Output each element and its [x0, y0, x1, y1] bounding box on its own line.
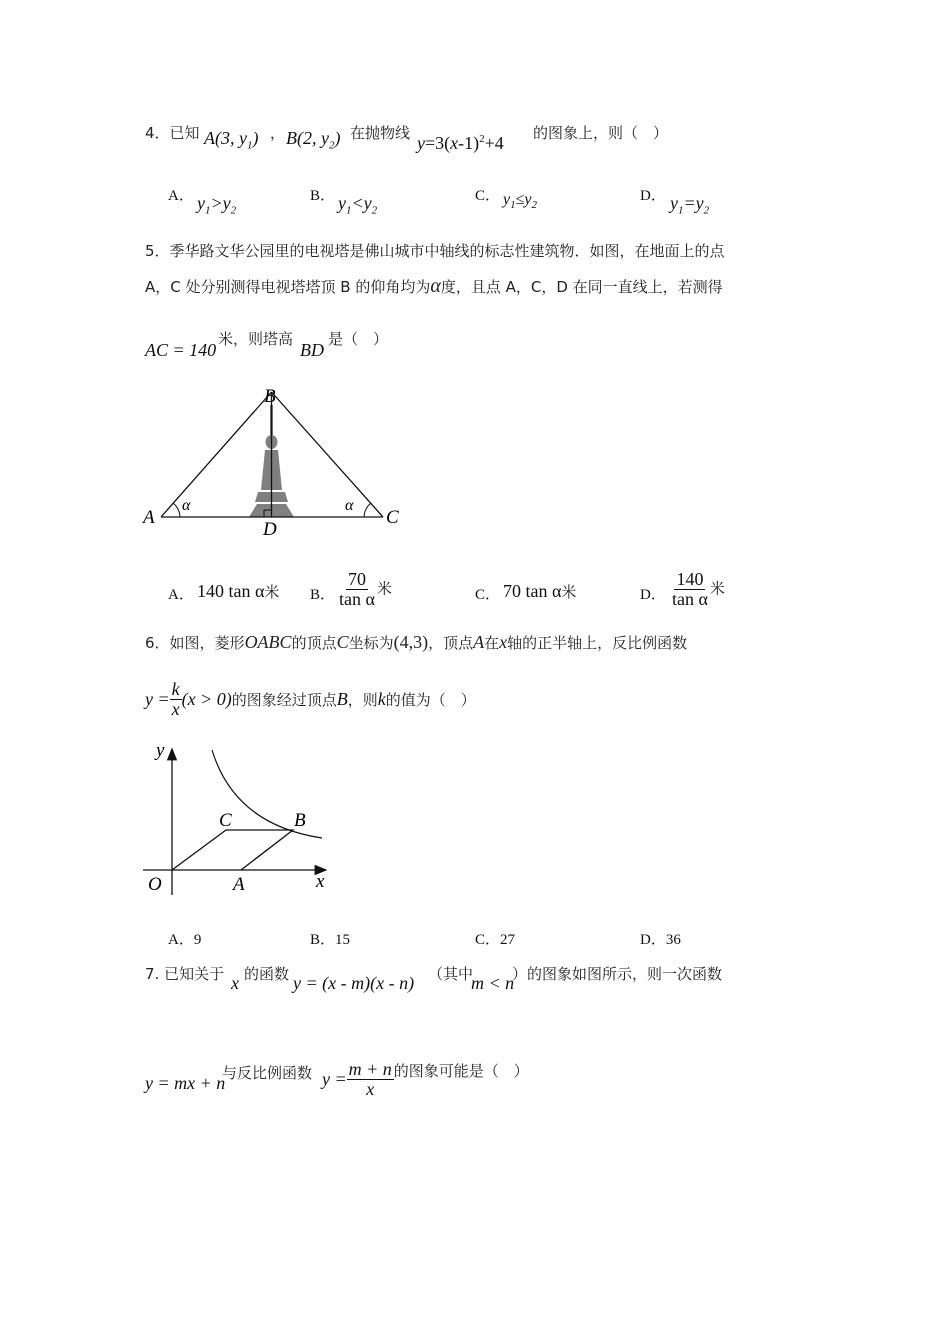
label-y: y — [156, 740, 165, 761]
label-b: B — [294, 810, 306, 831]
q4-text-3: 的图象上，则（ ） — [533, 124, 669, 142]
q4-text: 已知 — [169, 124, 200, 142]
label-c: C — [219, 810, 232, 831]
q6-option-a-text: 9 — [193, 932, 202, 948]
q6-option-b[interactable] — [310, 928, 350, 949]
q6-number: 6． — [145, 634, 170, 652]
q7-den: x — [366, 1078, 375, 1099]
q6-b: B — [336, 688, 348, 709]
label-x: x — [316, 871, 325, 892]
q5-line1 — [145, 240, 725, 261]
q5-option-c-text: 70 tan α — [503, 581, 562, 601]
q5-option-a-text: 140 tan α — [197, 581, 265, 601]
q4-option-c-label[interactable]: C． — [475, 188, 501, 204]
q6-a: A — [473, 632, 485, 652]
q6-t1: 如图，菱形 — [169, 634, 245, 652]
q6-coord: (4,3) — [393, 632, 429, 652]
q6-rhombus-figure — [140, 735, 340, 905]
q6-line2 — [145, 680, 476, 719]
q6-option-d-label: D． — [640, 932, 666, 948]
label-alpha-left: α — [182, 497, 191, 514]
q6-option-a[interactable] — [168, 928, 201, 949]
q5-bd: BD — [300, 340, 324, 360]
q6-t8: ，则 — [347, 690, 378, 709]
q6-domain: (x > 0) — [181, 688, 232, 709]
q5-line2-a: A，C 处分别测得电视塔塔顶 B 的仰角均为 — [145, 278, 431, 296]
label-c: C — [386, 507, 399, 528]
q6-option-d-text: 36 — [665, 932, 681, 948]
q4-option-b-label[interactable]: B． — [310, 188, 336, 204]
q5-tower-figure — [140, 380, 420, 545]
q6-t4: ，顶点 — [428, 634, 474, 652]
q4-number: 4． — [145, 124, 170, 142]
q4-option-c[interactable]: $y_1\le y_2$ — [503, 191, 537, 212]
q6-k: k — [377, 688, 386, 709]
q6-oabc: OABC — [244, 632, 292, 652]
q7-x: x — [231, 973, 239, 993]
label-a: A — [143, 507, 155, 528]
q5-option-b-label[interactable]: B． — [310, 587, 336, 603]
q6-line1 — [145, 632, 687, 653]
q4-option-a[interactable]: $y_1>y_2$ — [197, 193, 237, 217]
q5-option-c-label[interactable]: C． — [475, 587, 501, 603]
q7-t2: 的函数 — [244, 965, 290, 983]
q5-ac: AC = 140 — [145, 340, 217, 360]
q5-line2-b: 度，且点 A，C，D 在同一直线上，若测得 — [440, 278, 723, 296]
q5-option-b-unit: 米 — [376, 579, 392, 598]
q6-option-c[interactable] — [475, 928, 515, 949]
q5-option-d-den: tan α — [672, 588, 708, 609]
q7-quadratic: y = (x - m)(x - n) — [293, 973, 415, 993]
q7-t6: 的图象可能是（ ） — [393, 1062, 529, 1080]
q4-option-a-label[interactable]: A． — [168, 188, 194, 204]
q6-option-d[interactable] — [640, 928, 681, 949]
label-b: B — [264, 386, 276, 407]
q5-option-d-num: 140 — [676, 569, 704, 589]
q5-line2 — [145, 275, 723, 298]
q6-t6: 轴的正半轴上，反比例函数 — [507, 634, 688, 652]
q6-k-num: k — [171, 679, 180, 699]
q5-option-d-unit: 米 — [709, 579, 725, 598]
q5-number: 5． — [145, 242, 170, 260]
q7-num: m + n — [348, 1059, 392, 1079]
q5-option-b-den: tan α — [339, 588, 375, 609]
q6-option-c-text: 27 — [500, 932, 516, 948]
q4-parabola: $y=3(x-1)^2+4$ — [417, 133, 504, 153]
q5-text: 季华路文华公园里的电视塔是佛山城市中轴线的标志性建筑物．如图，在地面上的点 — [169, 242, 725, 260]
q7-linear: y = mx + n — [145, 1073, 226, 1093]
label-a: A — [233, 874, 245, 895]
q7-t4: ）的图象如图所示，则一次函数 — [512, 965, 723, 983]
q4-option-d[interactable]: $y_1=y_2$ — [670, 193, 710, 217]
q6-option-b-label: B． — [310, 932, 336, 948]
q5-line3-a: 米，则塔高 — [218, 330, 294, 348]
q4-option-d-label[interactable]: D． — [640, 188, 666, 204]
q5-alpha: α — [430, 275, 441, 297]
q7-m-lt-n: m < n — [471, 973, 515, 993]
q6-option-b-text: 15 — [335, 932, 351, 948]
q6-x-den: x — [171, 698, 180, 719]
q4-stem — [145, 122, 200, 143]
q7-number: 7. — [145, 965, 160, 983]
q5-option-b-num: 70 — [347, 569, 366, 589]
q7-t5: 与反比例函数 — [222, 1064, 313, 1082]
q6-c: C — [336, 632, 349, 652]
q5-option-a-label[interactable]: A． — [168, 587, 194, 603]
q7-t1: 已知关于 — [164, 965, 225, 983]
q6-t3: 坐标为 — [348, 634, 394, 652]
q5-option-b[interactable] — [337, 570, 392, 609]
q4-point-b: B(2, $y_2$) — [286, 128, 341, 152]
q4-comma: ， — [270, 124, 286, 142]
q5-option-c[interactable] — [503, 581, 576, 602]
q6-t9: 的值为（ ） — [385, 690, 476, 709]
q6-option-a-label: A． — [168, 932, 194, 948]
q7-line1-a — [145, 963, 224, 984]
q6-t7: 的图象经过顶点 — [231, 690, 337, 709]
label-d: D — [263, 519, 277, 540]
q7-y-eq: y = — [322, 1068, 347, 1089]
label-o: O — [148, 874, 162, 895]
q5-option-c-unit: 米 — [561, 583, 577, 601]
q5-option-d-label[interactable]: D． — [640, 587, 666, 603]
q4-point-a: A(3, $y_1$) — [204, 128, 259, 152]
q4-text-2: 在抛物线 — [350, 124, 411, 142]
q6-y-eq: y = — [145, 688, 170, 709]
q5-option-a-unit: 米 — [264, 583, 280, 601]
q6-t2: 的顶点 — [291, 634, 337, 652]
q5-option-a[interactable] — [197, 581, 279, 602]
q4-option-b[interactable]: $y_1<y_2$ — [338, 193, 378, 217]
q6-t5: 在 — [484, 634, 500, 652]
q7-inverse — [322, 1060, 529, 1099]
q6-x: x — [499, 632, 508, 652]
q7-t3: （其中 — [428, 965, 474, 983]
label-alpha-right: α — [345, 497, 354, 514]
q6-option-c-label: C． — [475, 932, 501, 948]
q5-option-d[interactable] — [670, 570, 725, 609]
q5-line3-b: 是（ ） — [328, 330, 389, 348]
